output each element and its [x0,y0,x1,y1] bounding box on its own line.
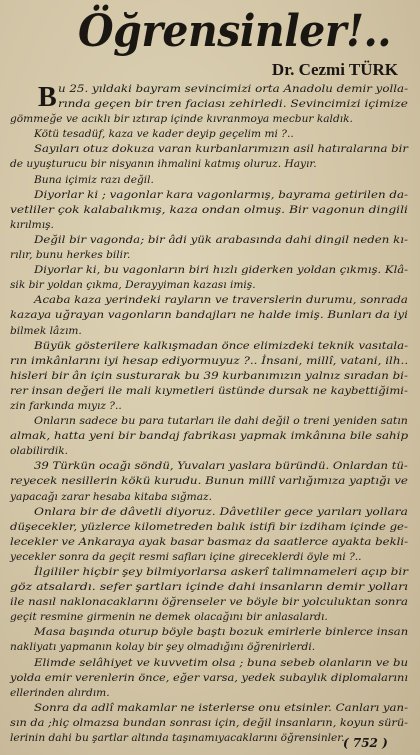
article-title: Öğrensinler!.. [78,6,392,57]
article-line [0,82,420,97]
article-line [0,414,420,429]
page-number: ( 752 ) [343,736,388,750]
article-line-text: yolda emir verenlerin önce, eğer varsa, yedek subaylık diplomalarını [10,671,409,684]
article-line [0,580,420,595]
article-line-text: Buna içimiz razı değil. [34,173,154,186]
article-line [0,157,420,172]
article-line-text: geçit resmine girmenin ne demek olacağını bir anlasalardı. [10,611,328,624]
article-line [0,278,420,293]
article-line [0,384,420,399]
article-line [0,339,420,354]
article-line [0,459,420,474]
article-line [0,263,420,278]
article-line [0,444,420,459]
article-line-text: Acaba kaza yerindeki rayların ve traverslerin durumu, sonrada [34,294,408,307]
article-line [0,505,420,520]
article-line [0,656,420,671]
article-line-text: yapacağı zarar hesaba kitaba sığmaz. [10,490,212,503]
article-line [0,369,420,384]
drop-cap: B [38,82,57,113]
article-line [0,716,420,731]
article-line-text: Diyorlar ki ; vagonlar kara vagonlarmış, bayrama getirilen da- [34,188,409,201]
article-line [0,399,420,414]
article-line-text: olabilirdik. [10,445,69,458]
article-line-text: gömmeğe ve acıklı bir ıztırap içinde kıvranmoya mecbur kaldık. [10,113,353,126]
article-line [0,142,420,157]
article-line [0,127,420,142]
article-line [0,474,420,489]
article-line-text: Büyük gösterilere kalkışmadan önce elimizdeki teknik vasıtala- [34,339,409,352]
article-body [0,82,420,746]
article-line [0,625,420,640]
article-line-text: düşecekler, yüzlerce kilometreden balık istifi bir izdiham içinde ge- [10,520,408,533]
article-line-text: rer insan değeri ile mali kıymetleri üstünde dursak ne kaybettiğimi- [10,384,408,397]
article-line-text: Sayıları otuz dokuza varan kurbanlarımızın asil hatıralarına bir [34,143,408,156]
article-line-text: kazaya uğrayan vagonların bandajları ne halde imiş. Bunları da iyi [10,309,408,322]
article-line-text: zin farkında mıyız ?.. [10,399,122,412]
article-line [0,610,420,625]
article-line [0,173,420,188]
article-line [0,218,420,233]
article-author: Dr. Cezmi TÜRK [271,60,398,79]
article-line [0,112,420,127]
article-line-text: Kötü tesadüf, kaza ve kader deyip geçelim mi ?.. [34,128,294,141]
article-line [0,490,420,505]
article-line [0,640,420,655]
article-line [0,520,420,535]
article-line-text: Sonra da adlî makamlar ne isterlerse onu etsinler. Canları yan- [34,701,409,714]
article-line-text: göz atsalardı. sefer şartları içinde dahi insanların demir yolları [10,581,409,594]
article-line [0,550,420,565]
article-line-text: Onlara bir de dâvetli diyoruz. Dâvetliler gece yarıları yollara [34,505,408,518]
article-line [0,293,420,308]
article-line-text: vetliler çok kalabalıkmış, kaza ondan olmuş. Bir vagonun dingili [10,203,408,216]
article-line-text: nakliyatı yapmanın kolay bir şey olmadığını öğrenirlerdi. [10,641,316,654]
article-line-text: sın da ;hiç olmazsa bundan sonrası için, değil insanların, koyun sürü- [10,716,408,729]
article-line-text: kırılmış. [10,218,54,231]
article-line-text: 39 Türkün ocağı söndü, Yuvaları yaslara büründü. Onlardan tü- [34,460,408,473]
article-line [0,354,420,369]
article-line-text: hisleri bir ân için susturarak bu 39 kurbanımızın yalnız sıradan bi- [10,369,408,382]
article-line [0,565,420,580]
article-line-text: rında geçen bir tren faciası zehirledi. Sevincimizi içimize [58,98,408,111]
article-line-text: Diyorlar ki, bu vagonların biri hızlı giderken yoldan çıkmış. Klâ- [34,264,409,277]
article-line [0,308,420,323]
article-line-text: sik bir yoldan çıkma, Derayyiman kazası imiş. [10,279,256,292]
article-line-text: bilmek lâzım. [10,324,82,337]
article-line [0,324,420,339]
article-line-text: almak, hatta yeni bir bandaj fabrikası yapmak imkânına bile sahip [10,430,409,443]
article-line-text: İlgililer hiçbir şey bilmiyorlarsa askerî talimnameleri açıp bir [34,566,408,578]
article-line [0,188,420,203]
article-line [0,686,420,701]
article-line-text: Masa başında oturup böyle baştı bozuk emirlerle binlerce insan [34,626,409,639]
article-line-text: lecekler ve Ankaraya ayak basar basmaz da saatlerce ayakta bekli- [10,535,409,548]
article-line-text: ellerinden alırdım. [10,686,110,699]
article-line-text: Onların sadece bu para tutarları ile dahi değil o treni yeniden satın [34,415,408,428]
article-line-text: rılır, bunu herkes bilir. [10,249,131,262]
article-line-text: rın imkânlarını iyi hesap ediyormuyuz ?.. İnsani, millî, vatani, ilh.. [10,354,409,367]
article-line [0,203,420,218]
article-line [0,701,420,716]
article-line-text: Elimde selâhiyet ve kuvvetim olsa ; buna sebeb olanların ve bu [34,656,409,669]
article-line-text: ile nasıl naklonacaklarını öğrenseler ve böyle bir yolculuktan sonra [10,596,408,609]
article-line [0,535,420,550]
article-line [0,97,420,112]
article-line-text: lerinin dahi bu şartlar altında taşınamıyacaklarını öğrensinler. [10,732,345,745]
article-line-text: Değil bir vagonda; bir âdi yük arabasında dahi dingil neden kı- [34,233,408,246]
article-line-text: de uyuşturucu bir nisyanın ihmalini katmış oluruz. Hayır. [10,158,317,171]
article-line [0,429,420,444]
article-line-text: u 25. yıldaki bayram sevincimizi orta Anadolu demir yolla- [58,83,409,95]
article-line [0,233,420,248]
article-line-text: yecekler sonra da geçit resmi safları içine gireceklerdi öyle mi ?.. [10,550,362,563]
article-line [0,248,420,263]
article-line [0,671,420,686]
article-line-text: reyecek nesillerin kökü kurudu. Bunun millî varlığımıza yaptığı ve [10,475,408,488]
article-line [0,595,420,610]
